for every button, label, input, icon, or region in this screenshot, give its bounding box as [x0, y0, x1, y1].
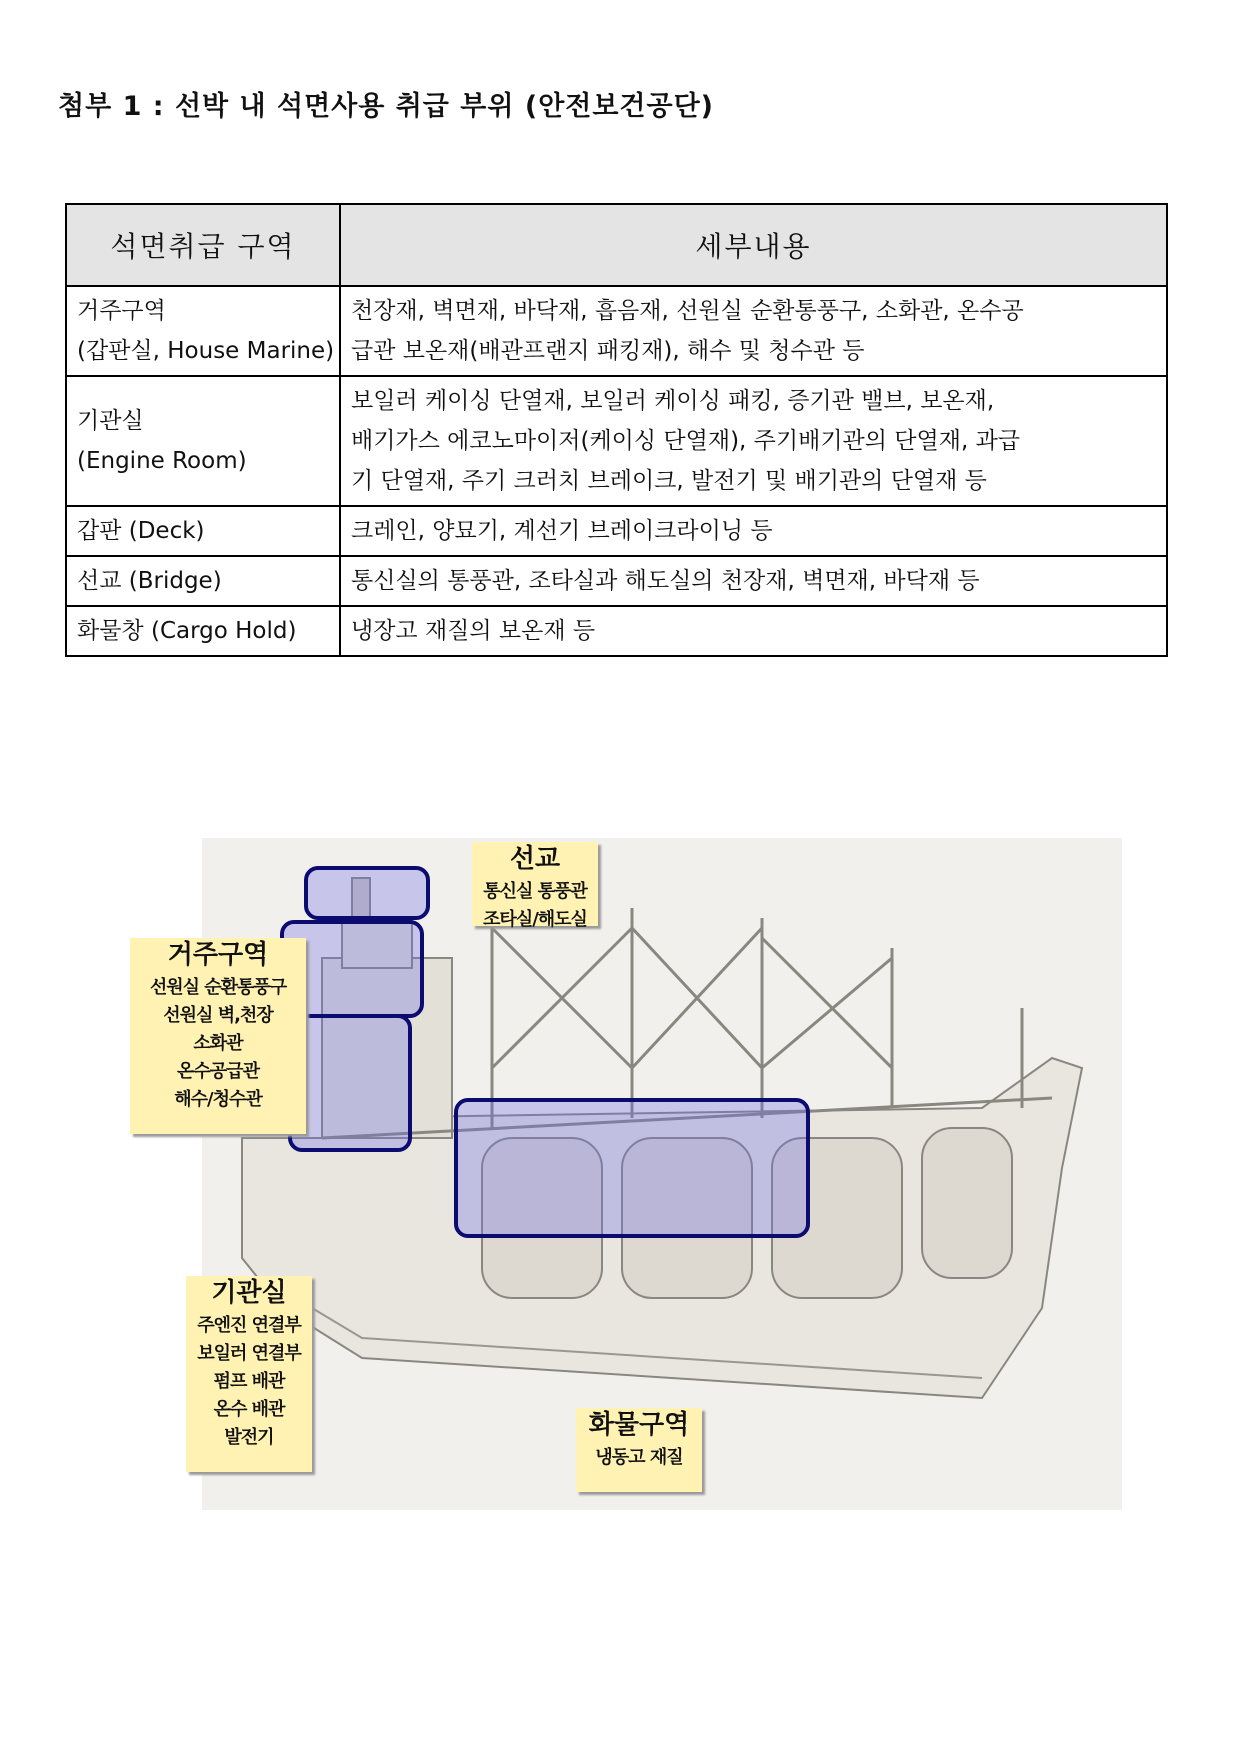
detail-line: 기 단열재, 주기 크러치 브레이크, 발전기 및 배기관의 단열재 등 [351, 468, 987, 494]
engine-room-zone [288, 1014, 412, 1152]
area-name: 거주구역 [77, 298, 166, 324]
bridge-label-item: 조타실/해도실 [483, 909, 587, 930]
detail-cell [340, 376, 1167, 506]
detail-line: 냉장고 재질의 보온재 등 [351, 618, 596, 644]
page-heading: 첨부 1 : 선박 내 석면사용 취급 부위 (안전보건공단) [58, 91, 715, 122]
area-cell [66, 606, 340, 656]
accommodation-zone-upper [304, 866, 430, 920]
bridge-label-item: 통신실 통풍관 [483, 881, 587, 902]
detail-line: 배기가스 에코노마이저(케이싱 단열재), 주기배기관의 단열재, 과급 [351, 428, 1021, 454]
table-row [66, 286, 1167, 376]
detail-line: 급관 보온재(배관프랜지 패킹재), 해수 및 청수관 등 [351, 338, 865, 364]
area-name: 선교 (Bridge) [77, 568, 222, 594]
table-row [66, 556, 1167, 606]
detail-line: 크레인, 양묘기, 계선기 브레이크라이닝 등 [351, 518, 773, 544]
engine-room-label-item: 온수 배관 [213, 1399, 285, 1420]
column-header-detail: 세부내용 [340, 204, 1167, 286]
engine-room-label-title: 기관실 [211, 1278, 287, 1308]
column-header-area: 석면취급 구역 [66, 204, 340, 286]
detail-line: 천장재, 벽면재, 바닥재, 흡음재, 선원실 순환통풍구, 소화관, 온수공 [351, 298, 1024, 324]
area-name: 갑판 (Deck) [77, 518, 205, 544]
asbestos-area-table [65, 203, 1168, 657]
cargo-hold-label-item: 냉동고 재질 [595, 1447, 683, 1468]
accommodation-label [130, 938, 306, 1134]
accommodation-label-item: 선원실 벽,천장 [163, 1005, 273, 1026]
ship-asbestos-diagram [122, 838, 1124, 1510]
engine-room-label-item: 펌프 배관 [213, 1371, 285, 1392]
bridge-label [472, 842, 598, 930]
detail-cell [340, 556, 1167, 606]
area-subname: (갑판실, House Marine) [77, 338, 335, 364]
area-cell [66, 376, 340, 506]
area-cell [66, 506, 340, 556]
table-row [66, 606, 1167, 656]
table-row [66, 506, 1167, 556]
detail-cell [340, 506, 1167, 556]
accommodation-label-item: 해수/청수관 [174, 1089, 262, 1110]
accommodation-label-item: 온수공급관 [177, 1061, 259, 1082]
cargo-hold-zone [454, 1098, 810, 1238]
area-cell [66, 556, 340, 606]
detail-cell [340, 606, 1167, 656]
engine-room-label-item: 발전기 [224, 1427, 274, 1448]
area-name: 기관실 [77, 408, 144, 434]
area-subname: (Engine Room) [77, 448, 247, 474]
accommodation-label-title: 거주구역 [167, 940, 269, 970]
bridge-label-title: 선교 [509, 844, 561, 874]
cargo-hold-label [576, 1408, 702, 1492]
detail-cell [340, 286, 1167, 376]
accommodation-label-item: 선원실 순환통풍구 [149, 977, 287, 998]
accommodation-label-item: 소화관 [193, 1033, 243, 1054]
area-cell [66, 286, 340, 376]
area-name: 화물창 (Cargo Hold) [77, 618, 297, 644]
engine-room-label-item: 주엔진 연결부 [197, 1315, 301, 1336]
detail-line: 보일러 케이싱 단열재, 보일러 케이싱 패킹, 증기관 밸브, 보온재, [351, 388, 995, 414]
engine-room-label [186, 1276, 312, 1472]
table-header-row [66, 204, 1167, 286]
engine-room-label-item: 보일러 연결부 [197, 1343, 301, 1364]
table-row [66, 376, 1167, 506]
cargo-hold-label-title: 화물구역 [588, 1410, 690, 1440]
detail-line: 통신실의 통풍관, 조타실과 해도실의 천장재, 벽면재, 바닥재 등 [351, 568, 980, 594]
